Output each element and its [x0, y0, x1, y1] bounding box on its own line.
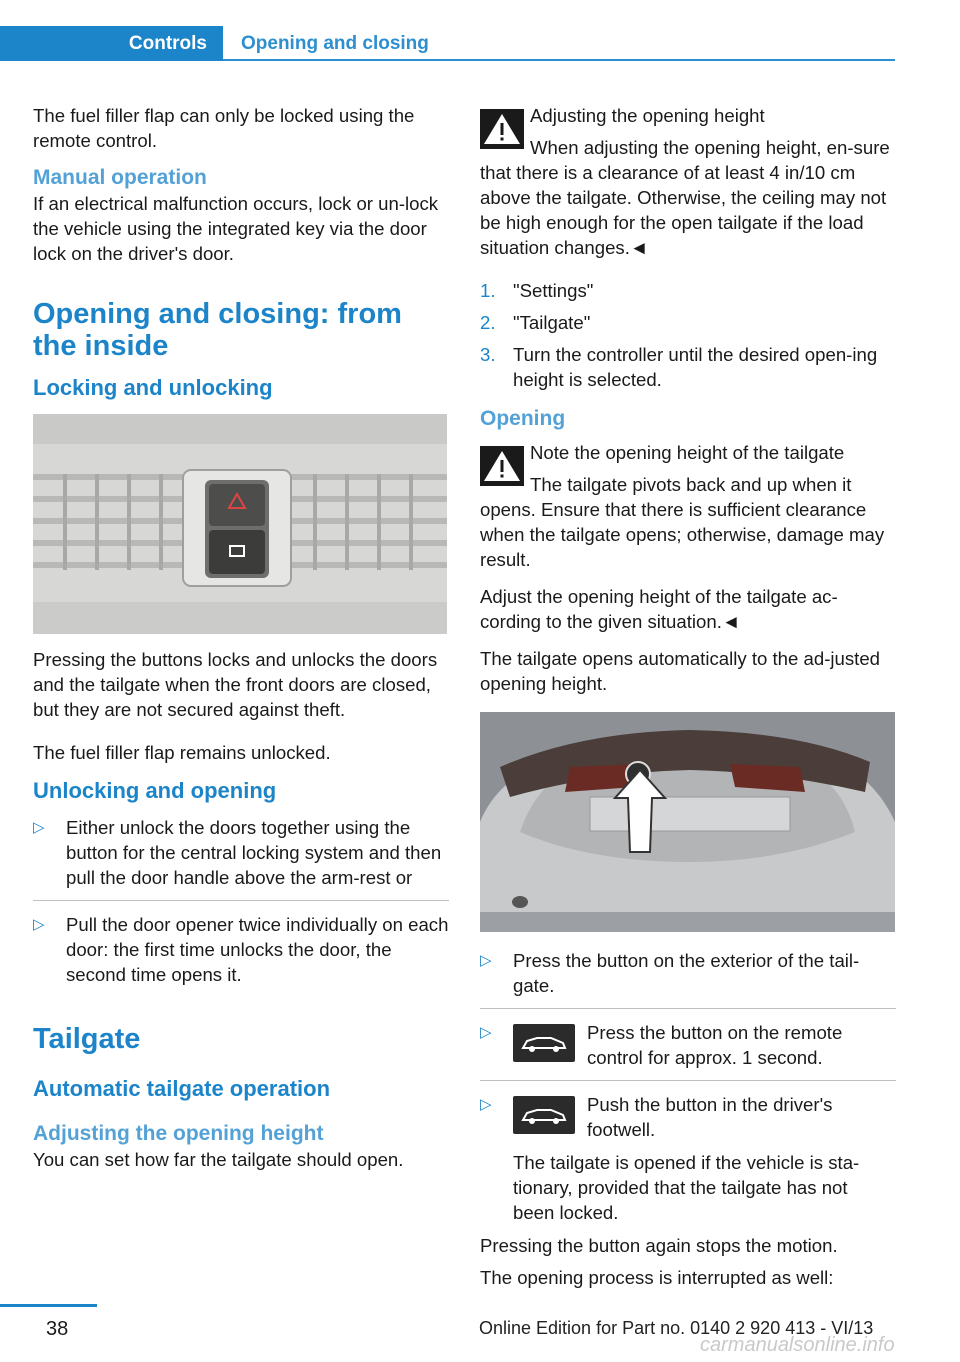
list-item-text: Push the button in the driver's footwell. — [587, 1094, 833, 1140]
step-number: 1. — [480, 280, 496, 301]
triangle-bullet-icon: ▷ — [480, 1024, 492, 1041]
header-tab-controls: Controls — [0, 26, 223, 61]
paragraph-fuel-lock: The fuel filler flap can only be locked using the remote control. — [33, 105, 415, 151]
list-item-subtext: The tailgate is opened if the vehicle is sta-tionary, provided that the tailgate has not been locked. — [513, 1152, 860, 1223]
warning-triangle-icon — [480, 109, 524, 149]
heading-unlocking-opening: Unlocking and opening — [33, 778, 277, 803]
locking-button-image — [33, 414, 447, 634]
list-item — [480, 278, 896, 303]
list-item — [480, 946, 896, 1009]
opening-methods-list — [480, 946, 896, 1235]
warning-box-clearance — [480, 440, 896, 572]
page-number: 38 — [46, 1318, 69, 1340]
triangle-bullet-icon: ▷ — [480, 1096, 492, 1113]
list-item — [33, 910, 449, 997]
steps-list — [480, 278, 896, 392]
list-item — [33, 813, 449, 901]
warning-body: When adjusting the opening height, en-sure that there is a clearance of at least 4 in/10 cm above the tailgate. Otherwise, the ceiling may not be high enough for the open tailgate if the load situation changes.◄ — [480, 137, 890, 258]
unlocking-list — [33, 813, 449, 997]
watermark: carmanualsonline.info — [700, 1334, 895, 1356]
paragraph-interrupted: The opening process is interrupted as well: — [480, 1267, 834, 1288]
header-tab-section: Opening and closing — [241, 32, 429, 54]
tailgate-car-icon — [513, 1024, 575, 1062]
heading-adjusting-height: Adjusting the opening height — [33, 1122, 324, 1145]
paragraph-auto-open: The tailgate opens automatically to the ad-justed opening height. — [480, 648, 881, 694]
paragraph-manual: If an electrical malfunction occurs, lock or un-lock the vehicle using the integrated key via the door lock on the driver's door. — [33, 193, 439, 264]
step-text: "Tailgate" — [513, 312, 591, 333]
left-column — [33, 103, 449, 1184]
list-item — [480, 310, 896, 335]
list-item-text: Press the button on the exterior of the tail-gate. — [513, 950, 860, 996]
right-column — [480, 103, 896, 1302]
step-number: 2. — [480, 312, 496, 333]
list-item — [480, 1090, 896, 1235]
heading-tailgate: Tailgate — [33, 1023, 141, 1055]
heading-opening: Opening — [480, 407, 566, 430]
paragraph-fuel-unlocked: The fuel filler flap remains unlocked. — [33, 742, 331, 763]
list-item-text: Either unlock the doors together using the button for the central locking system and then pull the door handle above the arm-rest or — [66, 817, 442, 888]
list-item — [480, 342, 896, 392]
step-text: Turn the controller until the desired open-ing height is selected. — [513, 344, 878, 390]
header-rule — [223, 59, 895, 61]
list-item-text: Press the button on the remote control for approx. 1 second. — [587, 1022, 843, 1068]
warning-title: Adjusting the opening height — [530, 105, 765, 126]
warning-box-height — [480, 103, 896, 260]
paragraph-adjust: You can set how far the tailgate should open. — [33, 1149, 404, 1170]
step-text: "Settings" — [513, 280, 594, 301]
step-number: 3. — [480, 344, 496, 365]
heading-automatic-tailgate: Automatic tailgate operation — [33, 1076, 331, 1101]
footer-rule — [0, 1304, 97, 1307]
tailgate-car-icon — [513, 1096, 575, 1134]
list-item — [480, 1018, 896, 1081]
warning-body: The tailgate pivots back and up when it opens. Ensure that there is sufficient clearance when the tailgate opens; otherwise, damage may result. — [480, 474, 885, 570]
triangle-bullet-icon: ▷ — [480, 952, 492, 969]
tailgate-car-image — [480, 712, 895, 932]
paragraph-pressing: Pressing the buttons locks and unlocks the doors and the tailgate when the front doors are closed, but they are not secured against theft. — [33, 649, 438, 720]
warning-triangle-icon — [480, 446, 524, 486]
warning-title: Note the opening height of the tailgate — [530, 442, 845, 463]
paragraph-press-again: Pressing the button again stops the motion. — [480, 1235, 838, 1256]
triangle-bullet-icon: ▷ — [33, 916, 45, 933]
triangle-bullet-icon: ▷ — [33, 819, 45, 836]
heading-locking: Locking and unlocking — [33, 375, 273, 400]
edition-text: Online Edition for Part no. 0140 2 920 413 - VI/13 — [479, 1318, 874, 1338]
list-item-text: Pull the door opener twice individually on each door: the first time unlocks the door, the second time opens it. — [66, 914, 449, 985]
heading-opening-inside: Opening and closing: from the inside — [33, 298, 402, 362]
heading-manual-operation: Manual operation — [33, 166, 207, 189]
paragraph-adjust-situation: Adjust the opening height of the tailgate ac-cording to the given situation.◄ — [480, 586, 838, 632]
